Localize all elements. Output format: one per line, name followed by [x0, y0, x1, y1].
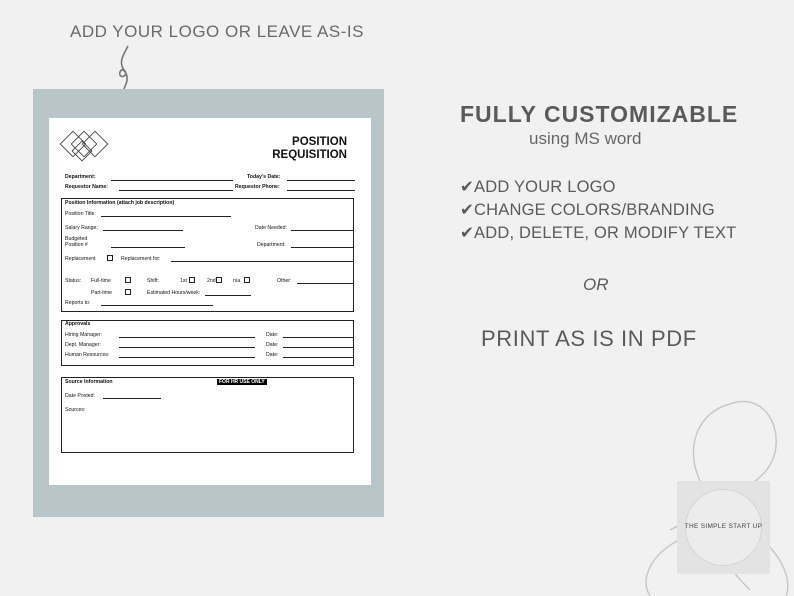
todays-date-label: Today's Date:: [247, 174, 281, 180]
budgeted-position-field[interactable]: [111, 247, 185, 248]
feature-item: ✔CHANGE COLORS/BRANDING: [460, 201, 715, 219]
hiring-date-field[interactable]: [283, 337, 353, 338]
approvals-section: [61, 320, 354, 366]
dept-manager-label: Dept. Manager:: [65, 342, 101, 348]
date-needed-field[interactable]: [291, 230, 353, 231]
hiring-manager-field[interactable]: [119, 337, 255, 338]
estimated-hours-label: Estimated Hours/week:: [147, 290, 201, 296]
todays-date-field[interactable]: [287, 180, 355, 181]
requisition-document: [49, 118, 371, 485]
sources-label: Sources:: [65, 407, 86, 413]
date-posted-label: Date Posted:: [65, 393, 95, 399]
document-title: [272, 136, 347, 162]
budgeted-label-2: Position #: [65, 242, 88, 248]
full-time-checkbox[interactable]: [125, 277, 131, 283]
brand-name: THE SIMPLE START UP: [684, 523, 763, 530]
shift-1st-label: 1st: [180, 278, 187, 284]
other-label: Other:: [277, 278, 292, 284]
feature-list: [460, 176, 736, 245]
replacement-for-field[interactable]: [171, 261, 353, 262]
diamond-logo-icon: [59, 130, 109, 164]
hiring-manager-label: Hiring Manager:: [65, 332, 102, 338]
salary-range-field[interactable]: [103, 230, 183, 231]
shift-na-checkbox[interactable]: [244, 277, 250, 283]
top-note: ADD YOUR LOGO OR LEAVE AS-IS: [70, 22, 364, 41]
other-field[interactable]: [297, 283, 353, 284]
department-label-2: Department:: [257, 242, 286, 248]
position-info-heading: Position Information (attach job description): [65, 200, 175, 206]
department-field[interactable]: [111, 180, 233, 181]
shift-label: Shift:: [147, 278, 159, 284]
brand-logo: [677, 481, 770, 574]
position-title-field[interactable]: [101, 216, 231, 217]
dept-date-field[interactable]: [283, 347, 353, 348]
position-title-label: Position Title:: [65, 211, 96, 217]
requestor-phone-field[interactable]: [287, 190, 355, 191]
department-label: Department:: [65, 174, 96, 180]
title-line-2: REQUISITION: [272, 149, 347, 161]
feature-item: ✔ADD, DELETE, OR MODIFY TEXT: [460, 224, 737, 242]
salary-range-label: Salary Range:: [65, 225, 98, 231]
approvals-heading: Approvals: [65, 321, 91, 327]
part-time-checkbox[interactable]: [125, 289, 131, 295]
source-info-heading: Source Information: [65, 379, 113, 385]
hr-date-field[interactable]: [283, 357, 353, 358]
requestor-name-field[interactable]: [119, 190, 233, 191]
requestor-phone-label: Requestor Phone:: [235, 184, 280, 190]
dept-date-label: Date:: [266, 342, 279, 348]
print-pdf-text: PRINT AS IS IN PDF: [481, 326, 697, 351]
or-text: OR: [583, 275, 609, 294]
shift-na-label: n/a: [233, 278, 241, 284]
hiring-date-label: Date:: [266, 332, 279, 338]
budgeted-label-1: Budgeted: [65, 236, 88, 242]
shift-1st-checkbox[interactable]: [189, 277, 195, 283]
shift-2nd-checkbox[interactable]: [216, 277, 222, 283]
feature-item: ✔ADD YOUR LOGO: [460, 178, 616, 196]
customizable-subheading: using MS word: [529, 129, 642, 148]
requestor-name-label: Requestor Name:: [65, 184, 108, 190]
full-time-label: Full-time: [91, 278, 111, 284]
hr-use-badge: FOR HR USE ONLY: [219, 379, 265, 385]
reports-to-label: Reports to:: [65, 300, 91, 306]
part-time-label: Part-time: [91, 290, 113, 296]
replacement-label: Replacement: [65, 256, 96, 262]
reports-to-field[interactable]: [101, 305, 213, 306]
customizable-heading: FULLY CUSTOMIZABLE: [460, 101, 739, 127]
human-resources-field[interactable]: [119, 357, 255, 358]
human-resources-label: Human Resources:: [65, 352, 110, 358]
status-label: Status:: [65, 278, 82, 284]
hr-date-label: Date:: [266, 352, 279, 358]
dept-manager-field[interactable]: [119, 347, 255, 348]
department-field-2[interactable]: [291, 247, 353, 248]
date-needed-label: Date Needed:: [255, 225, 288, 231]
replacement-checkbox[interactable]: [107, 255, 113, 261]
date-posted-field[interactable]: [103, 398, 161, 399]
title-line-1: POSITION: [292, 136, 347, 148]
shift-2nd-label: 2nd: [207, 278, 216, 284]
replacement-for-label: Replacement for:: [121, 256, 161, 262]
estimated-hours-field[interactable]: [205, 295, 251, 296]
source-info-section: [61, 377, 354, 453]
